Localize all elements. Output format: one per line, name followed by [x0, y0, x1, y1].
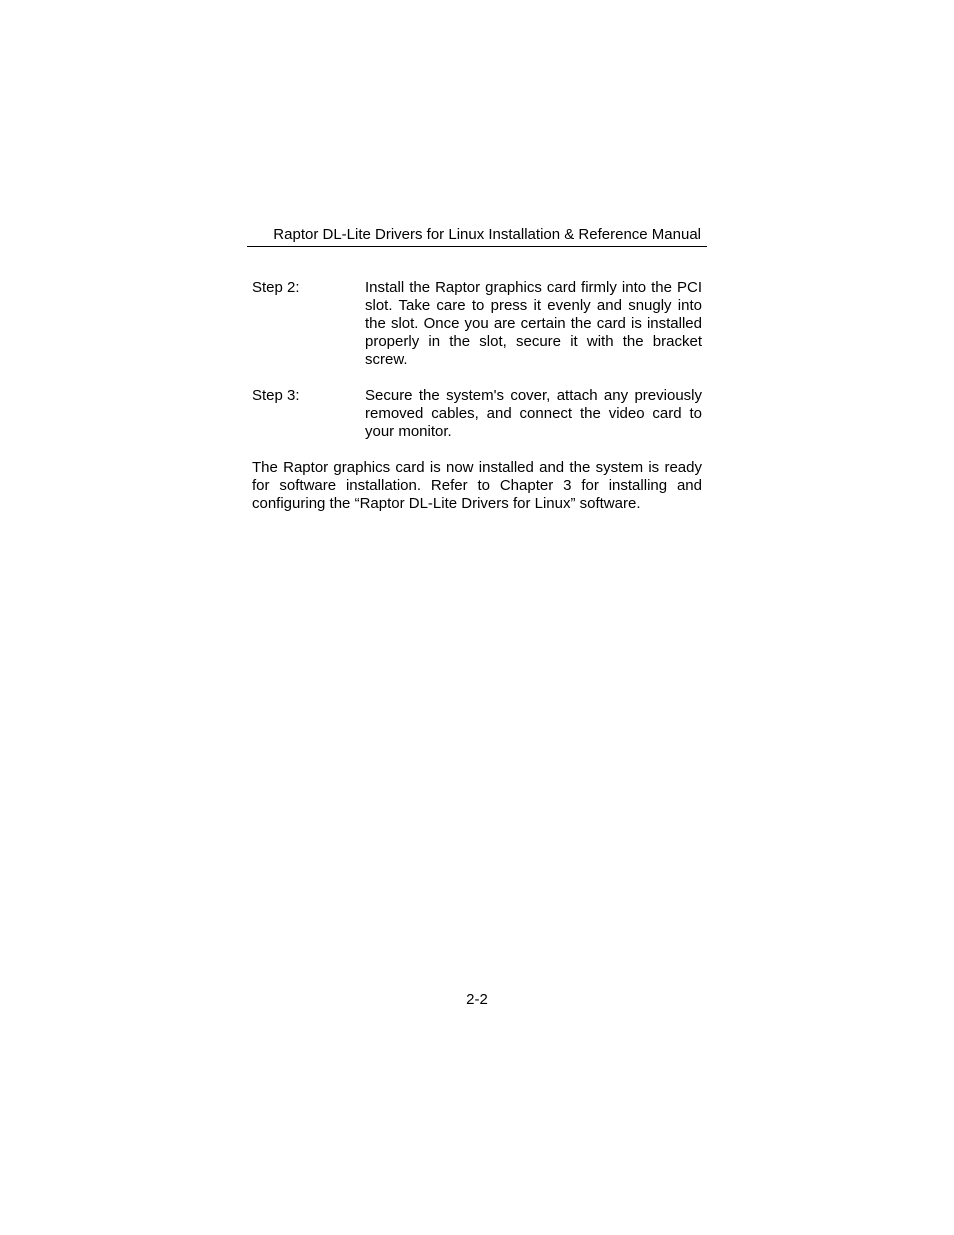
step-2: [252, 279, 702, 369]
step-label: Step 2:: [252, 279, 300, 296]
step-label: Step 3:: [252, 387, 300, 404]
page-number: 2-2: [466, 991, 488, 1008]
step-text: Install the Raptor graphics card firmly into the PCI slot. Take care to press it evenly and snugly into the slot. Once you are certain the card is installed properly in the slot, secure it with the bracket screw.: [365, 279, 702, 368]
page-content: [252, 279, 702, 513]
step-3: [252, 387, 702, 441]
closing-paragraph: The Raptor graphics card is now installed and the system is ready for software installation. Refer to Chapter 3 for installing and configuring the “Raptor DL-Lite Drivers for Linux” software.: [252, 459, 702, 512]
step-text: Secure the system's cover, attach any previously removed cables, and connect the video card to your monitor.: [365, 387, 702, 440]
running-header: Raptor DL-Lite Drivers for Linux Installation & Reference Manual: [247, 225, 707, 247]
